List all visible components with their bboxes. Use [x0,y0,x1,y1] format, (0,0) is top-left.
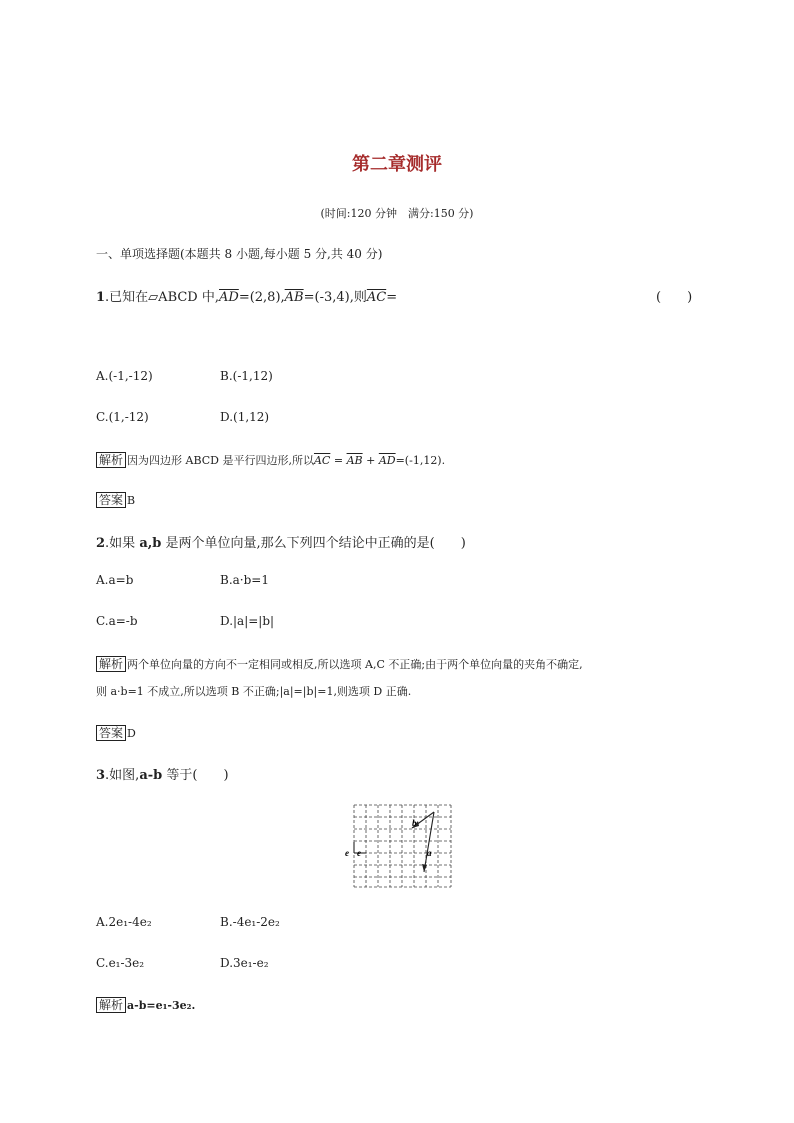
question-1 [96,286,397,305]
answer-1 [96,491,135,508]
explanation-text: =(-1,12). [395,454,446,467]
vector-ad: $\overline{AD}$ [378,454,396,467]
answer-value: D [127,727,136,740]
daan-tag: 答案 [96,492,126,508]
option-a: A.a=b [96,573,134,587]
question-2 [96,532,466,551]
daan-tag: 答案 [96,725,126,741]
vector-ac: $\overline{AC}$ [313,454,331,467]
option-d: D.(1,12) [220,410,270,424]
explanation-2-line2: 则 a·b=1 不成立,所以选项 B 不正确;|a|=|b|=1,则选项 D 正确. [96,685,412,698]
option-b: B.(-1,12) [220,369,273,383]
answer-2 [96,724,136,741]
explanation-2 [96,655,583,672]
question-text: .如果 [105,536,140,551]
vector-ac: $\overline{AC}$ [366,290,387,305]
option-a: A.2e₁-4e₂ [96,915,152,929]
jiexi-tag: 解析 [96,452,126,468]
explanation-text: 因为四边形 ABCD 是平行四边形,所以 [127,454,314,467]
vector-ad: $\overline{AD}$ [219,290,239,305]
label-e2: e [345,848,349,858]
jiexi-tag: 解析 [96,656,126,672]
option-c: C.e₁-3e₂ [96,956,145,970]
question-number: 1 [96,290,106,305]
question-number: 2 [96,536,106,551]
explanation-text: = [330,454,347,467]
explanation-text: a-b=e₁-3e₂. [127,999,196,1012]
option-d: D.3e₁-e₂ [220,956,269,970]
explanation-text: + [362,454,379,467]
vector-symbols: a,b [139,536,162,551]
option-a: A.(-1,-12) [96,369,153,383]
question-text: 是两个单位向量,那么下列四个结论中正确的是( ) [161,536,466,551]
answer-paren: ( ) [656,290,693,305]
explanation-3 [96,996,195,1013]
option-d: D.|a|=|b| [220,614,275,628]
question-text: =(-3,4),则 [303,290,367,305]
exam-info: (时间:120 分钟 满分:150 分) [320,207,474,220]
option-c: C.(1,-12) [96,410,149,424]
question-3 [96,764,229,783]
option-c: C.a=-b [96,614,138,628]
question-text: 等于( ) [162,768,229,783]
section-heading: 一、单项选择题(本题共 8 小题,每小题 5 分,共 40 分) [96,247,383,261]
vector-a [424,812,434,872]
question-text: .已知在▱ABCD 中, [105,290,219,305]
label-b: b [412,818,417,828]
label-e1: e [357,848,361,858]
option-b: B.a·b=1 [220,573,269,587]
vector-symbols: a-b [139,768,163,783]
explanation-text: 两个单位向量的方向不一定相同或相反,所以选项 A,C 不正确;由于两个单位向量的夹角不确定, [127,658,583,671]
question-text: = [386,290,398,305]
vector-ab: $\overline{AB}$ [346,454,363,467]
question-text: .如图, [105,768,140,783]
explanation-1 [96,451,445,468]
question-text: =(2,8), [238,290,285,305]
dashed-grid [354,805,451,887]
question-number: 3 [96,768,106,783]
vector-grid-figure [340,800,460,892]
jiexi-tag: 解析 [96,997,126,1013]
answer-value: B [127,494,136,507]
vector-ab: $\overline{AB}$ [284,290,304,305]
label-a: a [427,848,432,858]
page-title: 第二章测评 [352,154,442,175]
option-b: B.-4e₁-2e₂ [220,915,280,929]
